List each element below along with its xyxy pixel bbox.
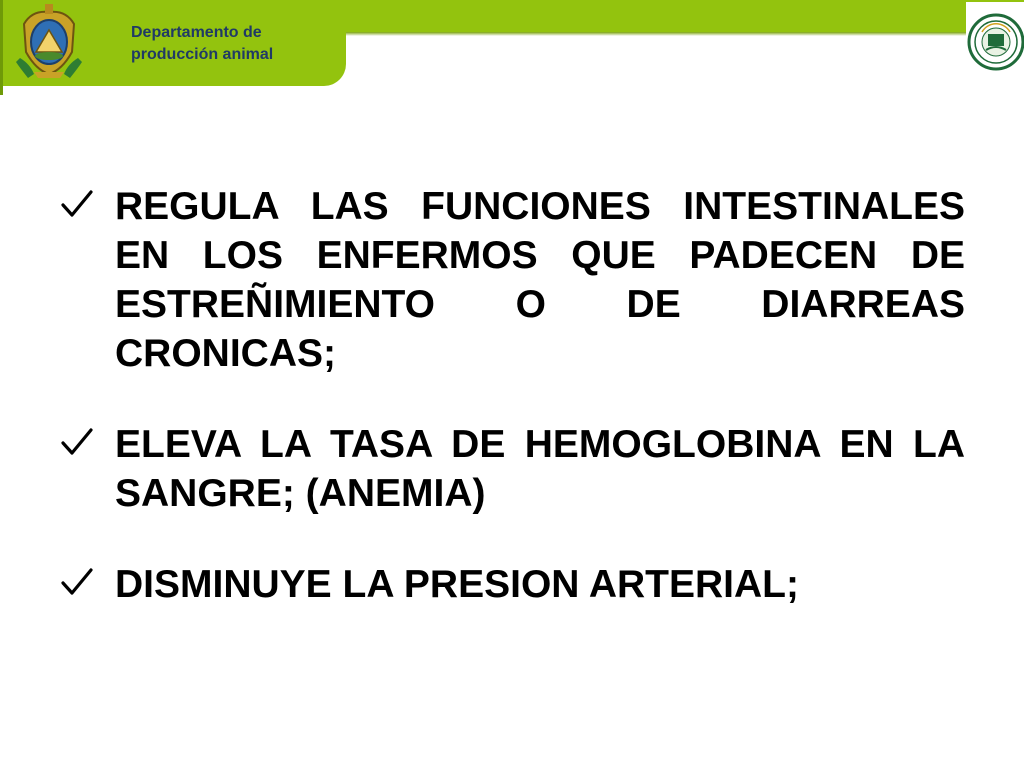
left-accent-line [0,0,3,95]
coat-of-arms-logo [14,2,84,80]
university-seal-logo [966,2,1024,80]
department-title [131,22,331,66]
checkmark-icon [60,188,94,220]
bullet-item [60,420,965,518]
bullet-item [60,560,965,609]
checkmark-icon [60,566,94,598]
checkmark-icon [60,426,94,458]
bullet-text: REGULA LAS FUNCIONES INTESTINALES EN LOS ENFERMOS QUE PADECEN DE ESTREÑIMIENTO O DE DIARREAS CRONICAS; [115,185,965,375]
bullet-text: ELEVA LA TASA DE HEMOGLOBINA EN LA SANGRE; (ANEMIA) [115,423,965,515]
bullet-text: DISMINUYE LA PRESION ARTERIAL; [115,563,799,606]
bullet-item [60,182,965,378]
department-title-line1: Departamento de [131,24,262,41]
bullet-list [60,182,965,651]
department-title-line2: producción animal [131,46,274,63]
header-shadow [346,32,966,36]
